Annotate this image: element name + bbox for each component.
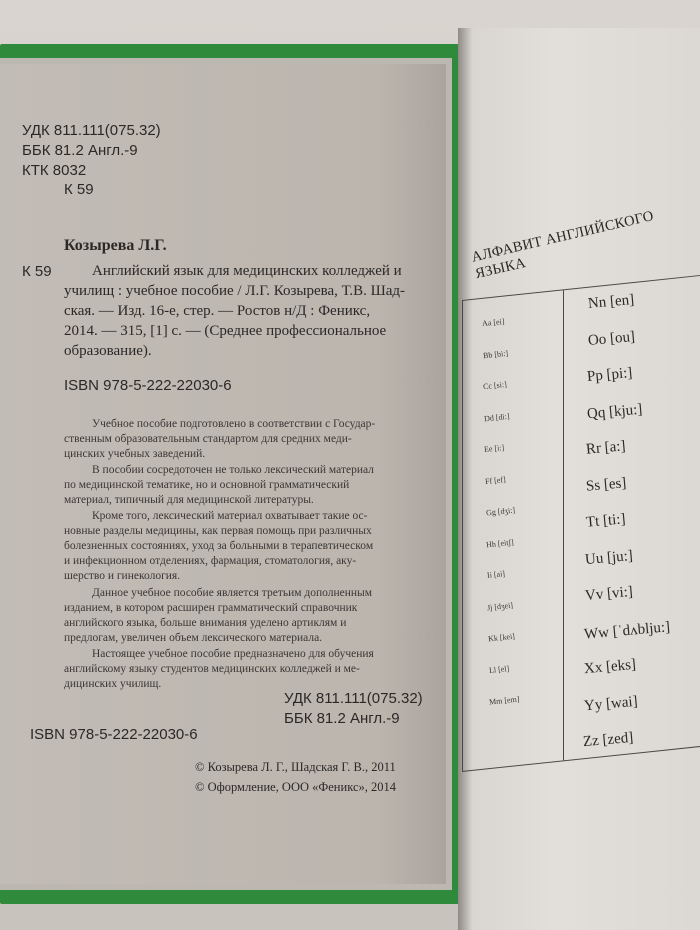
alphabet-letter-left: Ee [i:] xyxy=(483,442,506,455)
bbk-line: ББК 81.2 Англ.-9 xyxy=(22,142,138,159)
alphabet-letter-left: Ff [ef] xyxy=(484,474,507,486)
alphabet-letter-right: Xx [eks] xyxy=(583,656,637,678)
annotation-line: материал, типичный для медицинской литературы. xyxy=(64,494,314,506)
ktk-line: КТК 8032 xyxy=(22,162,87,179)
alphabet-letter-left: Hh [eitʃ] xyxy=(485,537,515,549)
annotation-line: дицинских училищ. xyxy=(64,678,162,690)
annotation-line: Кроме того, лексический материал охватывает такие ос- xyxy=(92,510,368,522)
alphabet-letter-left: Mm [em] xyxy=(488,694,521,707)
alphabet-letter-right: Tt [ti:] xyxy=(584,511,626,531)
alphabet-letter-right: Qq [kju:] xyxy=(586,401,643,422)
description-line: 2014. — 315, [1] с. — (Среднее профессиональное xyxy=(64,323,387,339)
isbn-top: ISBN 978-5-222-22030-6 xyxy=(64,377,232,394)
alphabet-letter-left: Ii [ai] xyxy=(486,569,506,580)
copyright-publisher: © Оформление, ООО «Феникс», 2014 xyxy=(195,780,397,794)
alphabet-letter-right: Zz [zed] xyxy=(582,729,635,751)
bottom-udk: УДК 811.111(075.32) xyxy=(284,690,423,707)
alphabet-letter-left: Gg [dʒi:] xyxy=(485,505,516,518)
annotation-line: болезненных состояниях, уход за больными в терапевтическом xyxy=(64,540,374,552)
alphabet-letter-left: Ll [el] xyxy=(488,663,510,675)
alphabet-letter-left: Bb [bi:] xyxy=(482,348,509,360)
alphabet-letter-right: Uu [ju:] xyxy=(584,547,634,568)
udk-line: УДК 811.111(075.32) xyxy=(22,122,161,139)
alphabet-letter-left: Kk [kei] xyxy=(487,631,516,644)
bottom-isbn: ISBN 978-5-222-22030-6 xyxy=(30,726,198,743)
description-line: ская. — Изд. 16-е, стер. — Ростов н/Д : Феникс, xyxy=(64,303,371,319)
alphabet-letter-left: Cc [si:] xyxy=(482,379,508,392)
alphabet-letter-left: Dd [di:] xyxy=(483,411,510,423)
annotation-line: английскому языку студентов медицинских колледжей и ме- xyxy=(64,663,360,675)
description-line: образование). xyxy=(64,343,152,359)
annotation-line: В пособии сосредоточен не только лексический материал xyxy=(92,464,374,476)
annotation-line: английского языка, больше внимания уделено артиклям и xyxy=(64,617,347,629)
annotation-line: шерство и гинекология. xyxy=(64,570,181,582)
alphabet-letter-right: Vv [vi:] xyxy=(584,583,634,605)
annotation-line: ственным образовательным стандартом для средних меди- xyxy=(64,433,352,445)
annotation-line: Данное учебное пособие является третьим дополненным xyxy=(92,587,373,599)
alphabet-letter-right: Nn [en] xyxy=(587,292,635,312)
alphabet-letter-right: Pp [pi:] xyxy=(586,365,634,385)
description-line: училищ : учебное пособие / Л.Г. Козырева, Т.В. Шад- xyxy=(64,283,405,299)
alphabet-letter-left: Aa [ei] xyxy=(481,316,505,329)
alphabet-letter-left: Jj [dʒei] xyxy=(486,600,514,612)
alphabet-letter-right: Yy [wai] xyxy=(582,693,638,714)
annotation-line: Настоящее учебное пособие предназначено для обучения xyxy=(92,648,374,660)
alphabet-letter-right: Rr [a:] xyxy=(585,438,627,458)
bottom-bbk: ББК 81.2 Англ.-9 xyxy=(284,710,400,727)
annotation-line: предлогам, увеличен объем лексического материала. xyxy=(64,632,323,644)
alphabet-letter-right: Ss [es] xyxy=(585,474,627,495)
copyright-authors: © Козырева Л. Г., Шадская Г. В., 2011 xyxy=(195,760,396,774)
alphabet-letter-right: Ww [ˈdʌblju:] xyxy=(583,618,672,643)
annotation-line: изданием, в котором расширен грамматический справочник xyxy=(64,602,358,614)
annotation-line: новные разделы медицины, как первая помощь при различных xyxy=(64,525,372,537)
code-line: К 59 xyxy=(64,181,94,198)
alphabet-letter-right: Oo [ou] xyxy=(586,328,636,349)
author-name: Козырева Л.Г. xyxy=(64,237,167,254)
annotation-line: цинских учебных заведений. xyxy=(64,448,206,460)
alphabet-title: АЛФАВИТ АНГЛИЙСКОГО ЯЗЫКА xyxy=(470,208,656,283)
annotation-line: и инфекционном отделениях, фармация, стоматология, аку- xyxy=(64,555,357,567)
catalog-code: К 59 xyxy=(22,263,52,280)
annotation-line: Учебное пособие подготовлено в соответствии с Государ- xyxy=(92,418,376,430)
description-line: Английский язык для медицинских колледжей и xyxy=(92,263,402,279)
annotation-line: по медицинской тематике, но и основной грамматический xyxy=(64,479,350,491)
